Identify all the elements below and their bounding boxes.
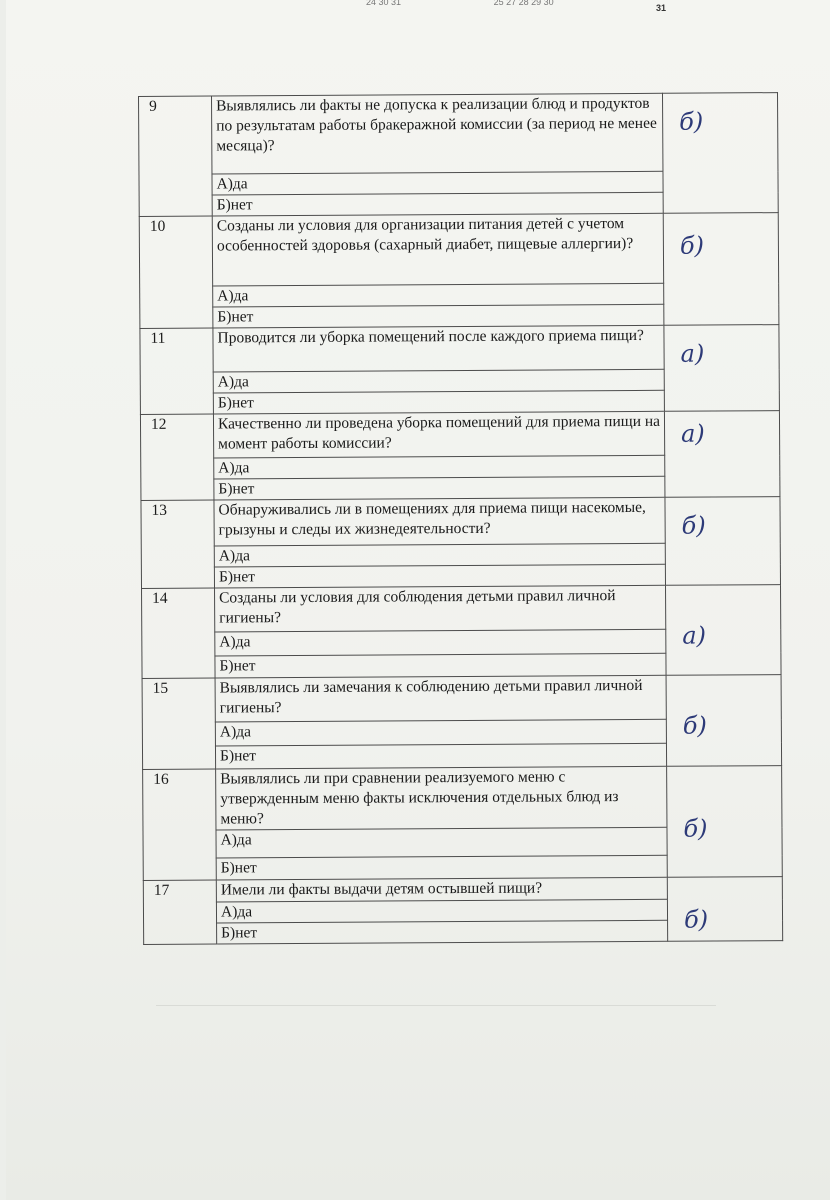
question-row xyxy=(140,411,779,459)
question-number: 16 xyxy=(143,769,217,880)
question-number: 11 xyxy=(140,328,214,414)
option-yes: А)да xyxy=(212,171,663,195)
answer-cell xyxy=(667,766,783,878)
option-no: Б)нет xyxy=(214,564,665,588)
handwritten-answer: б) xyxy=(679,231,705,260)
question-number: 15 xyxy=(142,678,216,769)
answer-cell xyxy=(664,325,780,412)
option-no: Б)нет xyxy=(217,920,668,944)
question-text: Имели ли факты выдачи детям остывшей пищи? xyxy=(216,877,667,902)
questionnaire-table-wrap xyxy=(138,92,783,945)
answer-cell xyxy=(666,675,782,767)
top-scrap-text xyxy=(366,0,666,7)
question-row xyxy=(143,766,782,831)
option-yes: А)да xyxy=(214,543,665,567)
option-yes: А)да xyxy=(215,630,666,656)
answer-cell xyxy=(664,411,780,498)
questionnaire-table xyxy=(138,92,783,945)
question-row xyxy=(142,585,781,633)
option-yes: А)да xyxy=(213,283,664,307)
question-row xyxy=(142,675,781,723)
scrap-text-1: 24 30 31 xyxy=(366,0,402,7)
handwritten-answer: б) xyxy=(683,814,708,843)
question-number: 17 xyxy=(143,880,216,944)
scrap-text-2: 25 27 28 29 30 xyxy=(493,0,554,7)
question-number: 13 xyxy=(141,500,215,588)
answer-cell xyxy=(663,213,779,326)
question-text: Выявлялись ли при сравнении реализуемого меню с утвержденным меню факты исключения отдельных блюд из меню? xyxy=(216,766,667,830)
handwritten-answer: а) xyxy=(680,339,705,368)
question-text: Выявлялись ли факты не допуска к реализации блюд и продуктов по результатам работы бракеражной комиссии (за период не менее месяца)? xyxy=(212,93,663,174)
option-no: Б)нет xyxy=(215,743,666,769)
option-yes: А)да xyxy=(216,827,667,858)
option-no: Б)нет xyxy=(213,390,664,414)
question-text: Качественно ли проведена уборка помещений для приема пищи на момент работы комиссии? xyxy=(213,411,664,458)
option-no: Б)нет xyxy=(215,653,666,678)
question-number: 9 xyxy=(139,96,213,216)
bleed-through-shadow xyxy=(156,1005,716,1086)
handwritten-answer: б) xyxy=(679,107,704,136)
handwritten-answer: б) xyxy=(681,511,706,540)
handwritten-answer: б) xyxy=(682,711,707,740)
option-yes: А)да xyxy=(214,455,665,479)
question-number: 10 xyxy=(139,216,213,328)
question-row xyxy=(139,213,778,287)
answer-cell xyxy=(665,585,781,676)
question-text: Созданы ли условия для соблюдения детьми правил личной гигиены? xyxy=(215,585,666,632)
option-yes: А)да xyxy=(215,720,666,746)
answer-cell xyxy=(665,497,781,586)
answer-cell xyxy=(667,877,782,942)
question-number: 14 xyxy=(142,588,216,678)
option-no: Б)нет xyxy=(214,476,665,500)
question-row xyxy=(143,877,782,903)
handwritten-answer: а) xyxy=(682,621,707,650)
question-row xyxy=(141,497,780,547)
option-yes: А)да xyxy=(216,899,667,923)
question-text: Выявлялись ли замечания к соблюдению детьми правил личной гигиены? xyxy=(215,675,666,722)
option-no: Б)нет xyxy=(212,192,663,216)
page-number: 31 xyxy=(656,3,667,13)
question-row xyxy=(139,93,778,175)
option-yes: А)да xyxy=(213,369,664,393)
question-text: Проводится ли уборка помещений после каждого приема пищи? xyxy=(213,325,664,372)
handwritten-answer: б) xyxy=(683,905,709,934)
question-text: Обнаруживались ли в помещениях для приема пищи насекомые, грызуны и следы их жизнедеятельности? xyxy=(214,497,665,546)
question-row xyxy=(140,325,779,373)
answer-cell xyxy=(662,93,778,214)
question-number: 12 xyxy=(140,414,214,500)
option-no: Б)нет xyxy=(213,304,664,328)
option-no: Б)нет xyxy=(216,855,667,880)
question-text: Созданы ли условия для организации питания детей с учетом особенностей здоровья (сахарный диабет, пищевые аллергии)? xyxy=(212,213,663,286)
handwritten-answer: а) xyxy=(680,419,705,448)
